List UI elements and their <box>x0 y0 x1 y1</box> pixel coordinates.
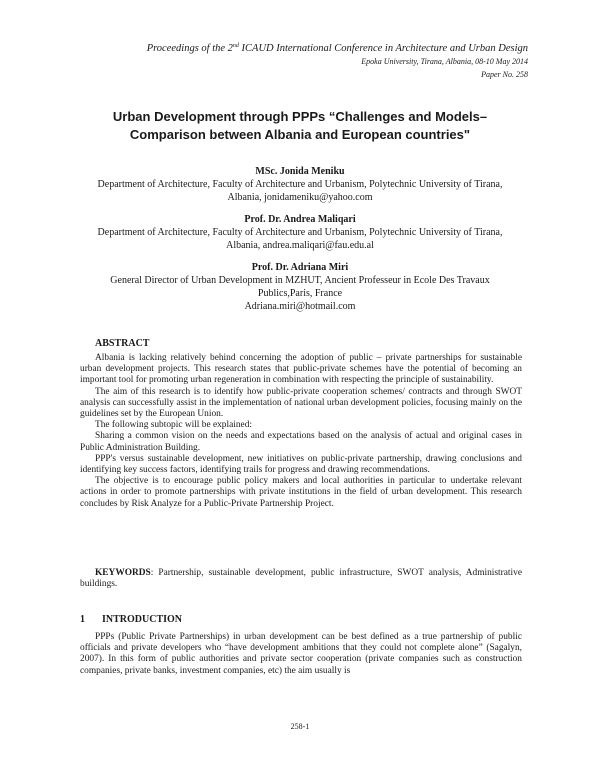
abstract-paragraph: Albania is lacking relatively behind concerning the adoption of public – private partnerships for sustainable urban development projects. This research states that public-private schemes have the potential of becoming an important tool for promoting urban regeneration in combination with respecting the principle of sustainability. <box>80 353 522 386</box>
section-title: INTRODUCTION <box>102 614 183 625</box>
author-name: Prof. Dr. Adriana Miri <box>251 262 349 273</box>
author-affiliation: Publics,Paris, France <box>257 288 343 299</box>
abstract-paragraph: The aim of this research is to identify how public-private cooperation schemes/ contracts and through SWOT analysis can successfully assist in the implementation of national urban development policies, focusing mainly on the guidelines set by the European Union. <box>80 386 522 420</box>
paper-title <box>80 108 520 144</box>
abstract-paragraph: The objective is to encourage public policy makers and local authorities in particular to undertake relevant actions in order to promote partnerships with private institutions in the field of urban development. This research concludes by Risk Analyze for a Public-Private Partnership Project. <box>80 476 522 509</box>
author-affiliation: Department of Architecture, Faculty of Architecture and Urbanism, Polytechnic University of Tirana, <box>97 227 503 238</box>
keywords-text: : Partnership, sustainable development, public infrastructure, SWOT analysis, Administrative buildings. <box>80 568 522 590</box>
section-heading <box>80 614 182 625</box>
keywords <box>80 568 522 590</box>
introduction-paragraph: PPPs (Public Private Partnerships) in urban development can be best defined as a true partnership of public officials and private developers who “have development ambitions that they could not complete alone” (Sagalyn, 2007). In this form of public authorities and private sector cooperation (private companies such as construction companies, private banks, investment companies, etc) the aim usually is <box>80 632 522 676</box>
abstract-paragraph: PPP's versus sustainable development, new initiatives on public-private partnership, drawing conclusions and identifying key success factors, identifying trails for progress and drawing recommendations. <box>80 453 522 476</box>
section-number: 1 <box>80 614 85 625</box>
author-affiliation: Albania, jonidameniku@yahoo.com <box>227 192 373 203</box>
conference-venue: Epoka University, Tirana, Albania, 08-10 May 2014 <box>361 57 528 66</box>
title-line-2: Comparison between Albania and European countries" <box>129 127 471 142</box>
title-line-1: Urban Development through PPPs “Challenges and Models– <box>112 109 488 124</box>
author-affiliation: General Director of Urban Development in MZHUT, Ancient Professeur in Ecole Des Travaux <box>110 275 490 286</box>
author-name: MSc. Jonida Meniku <box>255 166 345 177</box>
abstract-body <box>80 353 522 510</box>
keywords-label: KEYWORDS <box>95 568 151 578</box>
author-affiliation: Department of Architecture, Faculty of Architecture and Urbanism, Polytechnic University of Tirana, <box>97 179 503 190</box>
author-affiliation: Albania, andrea.maliqari@fau.edu.al <box>226 240 374 251</box>
author-1 <box>70 165 530 204</box>
abstract-paragraph: The following subtopic will be explained: <box>95 420 252 431</box>
conference-name: Proceedings of the 2nd ICAUD International Conference in Architecture and Urban Design <box>146 43 528 54</box>
abstract-paragraph: Sharing a common vision on the needs and expectations based on the analysis of actual and original cases in Public Administration Building. <box>80 431 522 453</box>
author-name: Prof. Dr. Andrea Maliqari <box>244 214 356 225</box>
author-2 <box>70 213 530 252</box>
abstract-heading: ABSTRACT <box>95 338 150 349</box>
author-3 <box>70 261 530 313</box>
paper-number: Paper No. 258 <box>481 70 528 79</box>
proceedings-header <box>147 42 528 81</box>
author-email: Adriana.miri@hotmail.com <box>244 301 356 312</box>
page-number: 258-1 <box>290 722 310 731</box>
